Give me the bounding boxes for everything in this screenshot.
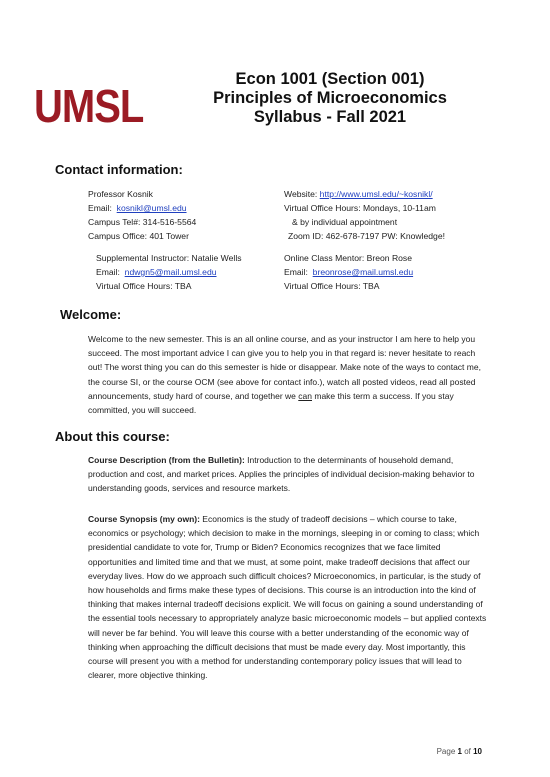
- umsl-logo: UMSL: [34, 81, 144, 133]
- email-label: Email:: [88, 203, 112, 213]
- si-name: Supplemental Instructor: Natalie Wells: [96, 253, 242, 263]
- emphasis-can: can: [298, 390, 312, 401]
- website-link[interactable]: http://www.umsl.edu/~kosnikl/: [319, 189, 433, 199]
- si-email-label: Email:: [96, 267, 120, 277]
- welcome-paragraph: Welcome to the new semester. This is an all online course, and as your instructor I am here to help you succeed. The most important advice I can give you to help you in that regard is: never hesitate to reach out! The worst thing you can do this semester is hide or disappear. Make note of the ways to contact me, the course SI, or the course OCM (see above for contact info.), watch all posted videos, read all posted announcements, study hard of course, and together we can make this term a success. If you stay committed, you will succeed.: [88, 334, 481, 416]
- campus-office: Campus Office: 401 Tower: [88, 231, 189, 241]
- welcome-heading: Welcome:: [60, 307, 122, 322]
- si-hours: Virtual Office Hours: TBA: [96, 281, 192, 291]
- about-heading: About this course:: [55, 429, 170, 444]
- professor-email-link[interactable]: kosnikl@umsl.edu: [116, 203, 187, 213]
- mentor-name: Online Class Mentor: Breon Rose: [284, 253, 413, 263]
- course-description: [88, 453, 488, 496]
- contact-heading: Contact information:: [55, 162, 183, 177]
- office-hours: Virtual Office Hours: Mondays, 10-11am: [284, 203, 436, 213]
- syllabus-term: Syllabus - Fall 2021: [253, 108, 407, 126]
- zoom-info: Zoom ID: 462-678-7197 PW: Knowledge!: [288, 231, 446, 241]
- website-row: [284, 187, 433, 201]
- course-synopsis: [88, 512, 488, 682]
- professor-email-row: [88, 201, 187, 215]
- synopsis-text: Economics is the study of tradeoff decisions – which course to take, economics or psychology; which decision to make in the mornings, sleeping in or coming to class; which presidential candidate to vote for, Trump or Biden? Economics recognizes that we face limited opportunities and limited time and that we must, at some point, make tradeoff decisions that affect our everyday lives. How do we approach such difficult choices? Microeconomics, in particular, is the study of how households and firms make these types of decisions. This course is an introduction into the kind of thinking that makes internal tradeoff decisions explicit. We will focus on gaining a sound understanding of the essential tools necessary to appropriately analyze basic microeconomic models – but applied contexts will never be far behind. You will leave this course with a better understanding of the economic way of thinking when approaching the difficult decisions that must be made every day. Most importantly, this course will present you with a method for understanding contemporary policy issues that will lead to clearer, more objective thinking.: [88, 514, 487, 681]
- course-name: Principles of Microeconomics: [213, 89, 447, 107]
- mentor-email-row: [284, 265, 413, 279]
- document-title: [140, 70, 520, 127]
- professor-name: Professor Kosnik: [88, 189, 153, 199]
- synopsis-label: Course Synopsis (my own):: [88, 514, 200, 524]
- description-label: Course Description (from the Bulletin):: [88, 455, 245, 465]
- mentor-email-link[interactable]: breonrose@mail.umsl.edu: [312, 267, 414, 277]
- si-email-row: [96, 265, 217, 279]
- si-email-link[interactable]: ndwgn5@mail.umsl.edu: [124, 267, 217, 277]
- mentor-email-label: Email:: [284, 267, 308, 277]
- page-number: Page 1 of 10: [436, 747, 482, 756]
- description-text: Introduction to the determinants of household demand, production and cost, and market prices. Applies the principles of individual decision-making behavior to understanding goods, services and resource markets.: [88, 455, 475, 494]
- campus-phone: Campus Tel#: 314-516-5564: [88, 217, 197, 227]
- mentor-hours: Virtual Office Hours: TBA: [284, 281, 380, 291]
- course-number: Econ 1001 (Section 001): [235, 70, 425, 88]
- website-label: Website:: [284, 189, 318, 199]
- appointment-note: & by individual appointment: [292, 217, 398, 227]
